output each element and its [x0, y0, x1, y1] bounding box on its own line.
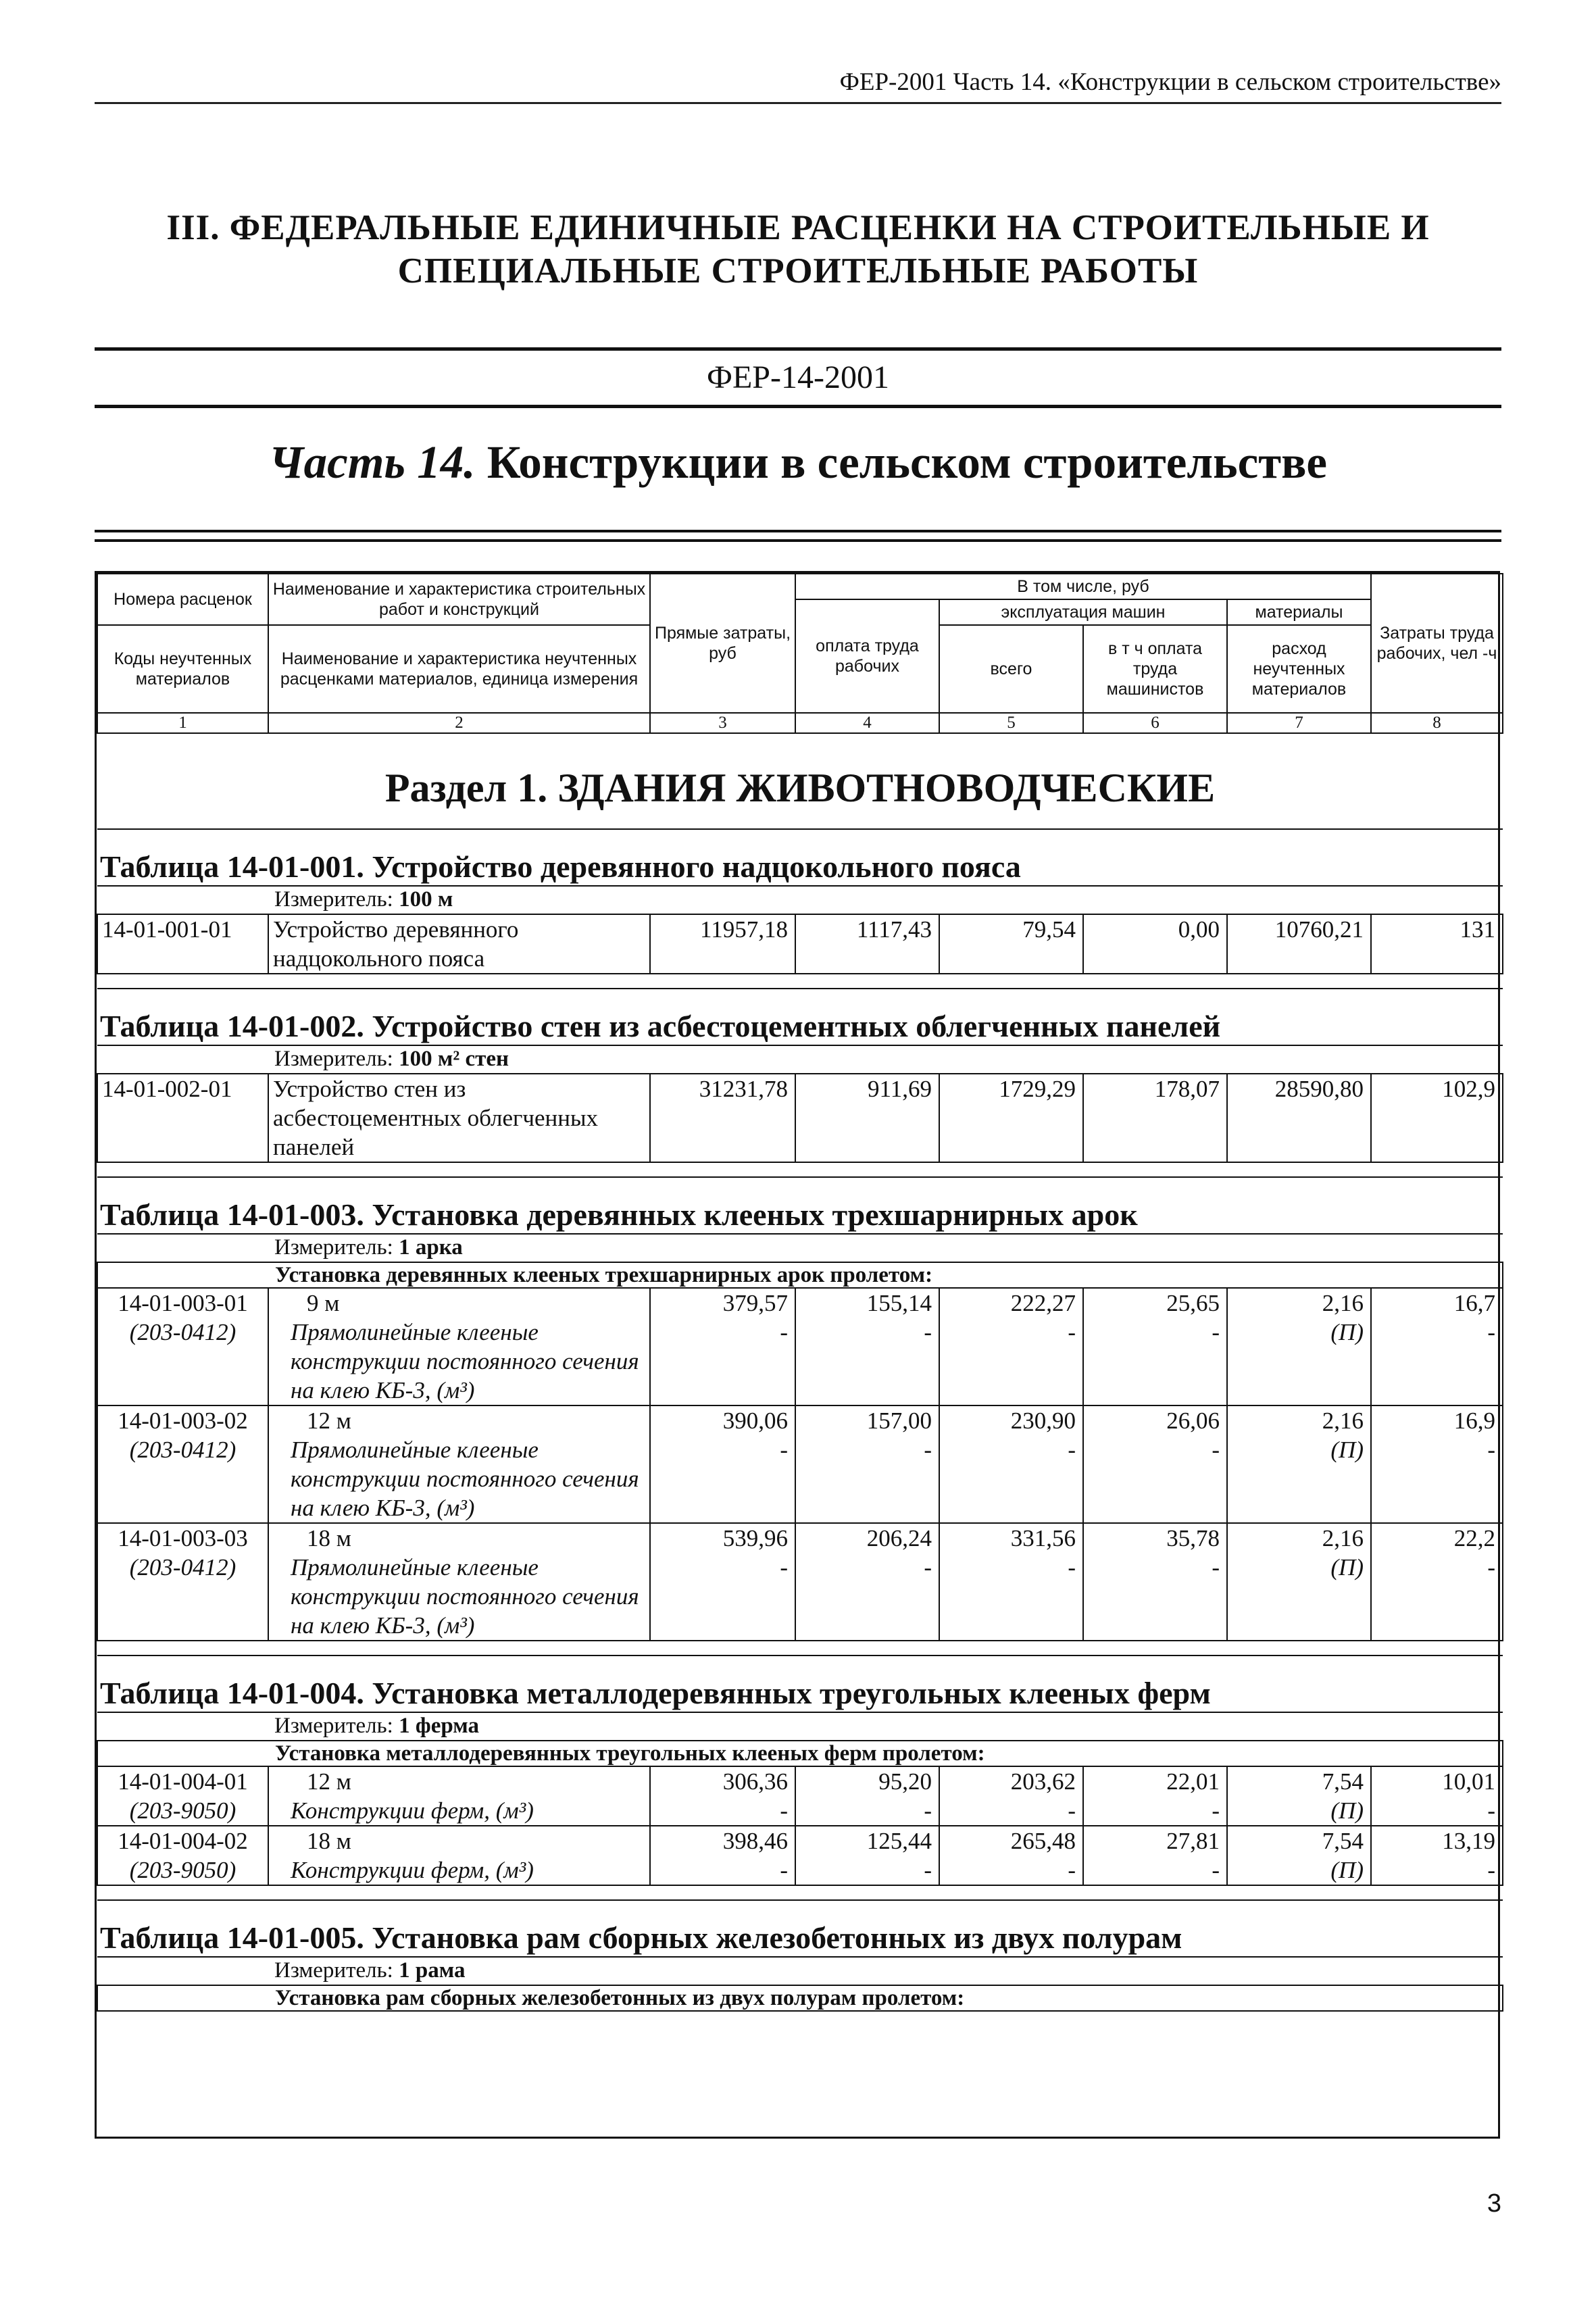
rates-table — [97, 573, 1503, 2012]
direct-costs: 398,46 — [722, 1828, 788, 1854]
machines-total-cell — [939, 1766, 1083, 1826]
col-number-5: 5 — [939, 713, 1083, 733]
rate-code-cell — [97, 1826, 268, 1885]
materials-cell — [1227, 1523, 1371, 1641]
table-row — [97, 914, 1503, 974]
machinists-pay: 35,78 — [1166, 1525, 1220, 1551]
hdr-col1-bottom: Коды неучтенных материалов — [97, 625, 268, 713]
material-name: Конструкции ферм, (м³) — [291, 1857, 534, 1883]
table-measure — [97, 1712, 1503, 1741]
table-subheader: Установка металлодеревянных треугольных клееных ферм пролетом: — [97, 1741, 1503, 1766]
col-number-3: 3 — [650, 713, 795, 733]
rate-code-cell — [97, 1405, 268, 1523]
dash: - — [1212, 1554, 1220, 1580]
machinists-pay-cell — [1083, 1826, 1227, 1885]
section-title — [95, 206, 1501, 293]
hdr-col8: Затраты труда рабочих, чел -ч — [1371, 574, 1503, 713]
dash: - — [1068, 1554, 1076, 1580]
document-code: ФЕР-14-2001 — [95, 347, 1501, 408]
rate-name-cell — [268, 1523, 650, 1641]
labor-pay: 1117,43 — [795, 914, 939, 974]
direct-costs-cell — [650, 1405, 795, 1523]
measure-label: Измеритель: — [274, 1235, 399, 1260]
section-heading: Раздел 1. ЗДАНИЯ ЖИВОТНОВОДЧЕСКИЕ — [384, 765, 1216, 810]
hdr-machines: эксплуатация машин — [939, 599, 1227, 625]
section-title-line1: III. ФЕДЕРАЛЬНЫЕ ЕДИНИЧНЫЕ РАСЦЕНКИ НА СТРОИТЕЛЬНЫЕ И — [166, 208, 1430, 247]
dash: - — [924, 1797, 932, 1824]
dash: - — [1487, 1319, 1495, 1345]
material-unit: (П) — [1330, 1554, 1364, 1580]
direct-costs-cell — [650, 1523, 795, 1641]
dash: - — [780, 1319, 788, 1345]
labor-pay-cell — [795, 1766, 939, 1826]
measure-label: Измеритель: — [274, 1047, 399, 1071]
running-head: ФЕР-2001 Часть 14. «Конструкции в сельском строительстве» — [95, 68, 1501, 104]
direct-costs-cell — [650, 1288, 795, 1405]
rate-name-cell — [268, 1405, 650, 1523]
col-number-8: 8 — [1371, 713, 1503, 733]
dash: - — [780, 1797, 788, 1824]
direct-costs: 539,96 — [722, 1525, 788, 1551]
rate-code-cell — [97, 1523, 268, 1641]
labor-hours-cell — [1371, 1288, 1503, 1405]
rate-code: 14-01-004-01 — [118, 1768, 248, 1795]
hdr-col3: Прямые затраты, руб — [650, 574, 795, 713]
measure-value: 1 ферма — [399, 1714, 479, 1738]
dash: - — [1068, 1857, 1076, 1883]
dash: - — [1487, 1554, 1495, 1580]
labor-hours: 13,19 — [1442, 1828, 1495, 1854]
machines-total-cell — [939, 1405, 1083, 1523]
table-measure — [97, 1957, 1503, 1985]
labor-pay-cell — [795, 1826, 939, 1885]
direct-costs: 31231,78 — [650, 1074, 795, 1162]
rate-code-cell — [97, 1288, 268, 1405]
machines-total: 331,56 — [1010, 1525, 1076, 1551]
material-code: (203-9050) — [129, 1797, 236, 1824]
rate-name: 12 м — [307, 1768, 351, 1795]
table-title: Таблица 14-01-002. Устройство стен из асбестоцементных облегченных панелей — [97, 989, 1503, 1045]
labor-hours: 16,7 — [1453, 1290, 1495, 1316]
dash: - — [1068, 1319, 1076, 1345]
labor-pay-cell — [795, 1523, 939, 1641]
table-row — [97, 1288, 1503, 1405]
hdr-col1-top: Номера расценок — [97, 574, 268, 625]
machines-total: 265,48 — [1010, 1828, 1076, 1854]
part-title-prefix: Часть 14. — [269, 437, 476, 488]
table-measure — [97, 886, 1503, 914]
direct-costs-cell — [650, 1766, 795, 1826]
hdr-col5: всего — [939, 625, 1083, 713]
rate-name-cell — [268, 1826, 650, 1885]
dash: - — [1487, 1797, 1495, 1824]
rate-name-cell — [268, 1766, 650, 1826]
direct-costs: 379,57 — [722, 1290, 788, 1316]
table-row — [97, 1405, 1503, 1523]
table-row — [97, 1826, 1503, 1885]
rate-name: 12 м — [307, 1408, 351, 1434]
labor-hours-cell — [1371, 1826, 1503, 1885]
labor-hours-cell — [1371, 1523, 1503, 1641]
materials: 7,54 — [1322, 1768, 1364, 1795]
rate-name: Устройство стен из асбестоцементных облегченных панелей — [268, 1074, 650, 1162]
machinists-pay-cell — [1083, 1766, 1227, 1826]
measure-value: 1 рама — [399, 1958, 466, 1983]
table-row — [97, 1074, 1503, 1162]
material-name: Конструкции ферм, (м³) — [291, 1797, 534, 1824]
rate-name: 18 м — [307, 1525, 351, 1551]
col-number-6: 6 — [1083, 713, 1227, 733]
col-number-1: 1 — [97, 713, 268, 733]
rate-code-cell — [97, 1766, 268, 1826]
dash: - — [1487, 1857, 1495, 1883]
machines-total: 222,27 — [1010, 1290, 1076, 1316]
table-measure — [97, 1045, 1503, 1074]
dash: - — [780, 1437, 788, 1463]
machinists-pay-cell — [1083, 1288, 1227, 1405]
machinists-pay: 0,00 — [1083, 914, 1227, 974]
rate-name: Устройство деревянного надцокольного пояса — [268, 914, 650, 974]
dash: - — [924, 1554, 932, 1580]
material-unit: (П) — [1330, 1857, 1364, 1883]
labor-pay: 155,14 — [866, 1290, 932, 1316]
machines-total: 79,54 — [939, 914, 1083, 974]
page-number: 3 — [1487, 2189, 1501, 2218]
direct-costs: 390,06 — [722, 1408, 788, 1434]
material-name: Прямолинейные клееные конструкции постоянного сечения на клею КБ-3, (м³) — [291, 1554, 639, 1639]
part-title — [95, 436, 1501, 489]
materials: 2,16 — [1322, 1290, 1364, 1316]
dash: - — [1068, 1437, 1076, 1463]
labor-pay: 911,69 — [795, 1074, 939, 1162]
materials: 10760,21 — [1227, 914, 1371, 974]
labor-pay: 125,44 — [866, 1828, 932, 1854]
material-code: (203-9050) — [129, 1857, 236, 1883]
table-subheader: Установка деревянных клееных трехшарнирных арок пролетом: — [97, 1262, 1503, 1288]
dash: - — [780, 1857, 788, 1883]
machines-total: 1729,29 — [939, 1074, 1083, 1162]
measure-value: 100 м — [399, 887, 453, 912]
dash: - — [1068, 1797, 1076, 1824]
material-code: (203-0412) — [129, 1437, 236, 1463]
col-number-2: 2 — [268, 713, 650, 733]
table-measure — [97, 1234, 1503, 1262]
hdr-col6: в т ч оплата труда машинистов — [1083, 625, 1227, 713]
labor-hours: 131 — [1371, 914, 1503, 974]
measure-label: Измеритель: — [274, 1714, 399, 1738]
machines-total-cell — [939, 1826, 1083, 1885]
machinists-pay-cell — [1083, 1523, 1227, 1641]
material-name: Прямолинейные клееные конструкции постоянного сечения на клею КБ-3, (м³) — [291, 1437, 639, 1521]
rate-code: 14-01-003-02 — [118, 1408, 248, 1434]
dash: - — [1212, 1319, 1220, 1345]
labor-hours: 16,9 — [1453, 1408, 1495, 1434]
rate-code: 14-01-001-01 — [97, 914, 268, 974]
table-subheader: Установка рам сборных железобетонных из двух полурам пролетом: — [97, 1985, 1503, 2011]
labor-hours-cell — [1371, 1766, 1503, 1826]
labor-pay-cell — [795, 1405, 939, 1523]
machinists-pay: 22,01 — [1166, 1768, 1220, 1795]
table-row — [97, 1523, 1503, 1641]
material-unit: (П) — [1330, 1437, 1364, 1463]
labor-pay-cell — [795, 1288, 939, 1405]
labor-hours: 22,2 — [1453, 1525, 1495, 1551]
materials: 7,54 — [1322, 1828, 1364, 1854]
labor-pay: 157,00 — [866, 1408, 932, 1434]
hdr-col2-top: Наименование и характеристика строительных работ и конструкций — [268, 574, 650, 625]
part-title-rest: Конструкции в сельском строительстве — [475, 437, 1327, 488]
measure-value: 1 арка — [399, 1235, 463, 1260]
material-unit: (П) — [1330, 1797, 1364, 1824]
rate-name: 18 м — [307, 1828, 351, 1854]
rate-code: 14-01-003-03 — [118, 1525, 248, 1551]
rate-name: 9 м — [307, 1290, 340, 1316]
dash: - — [924, 1857, 932, 1883]
hdr-col4: оплата труда рабочих — [795, 599, 939, 713]
material-name: Прямолинейные клееные конструкции постоянного сечения на клею КБ-3, (м³) — [291, 1319, 639, 1403]
machines-total-cell — [939, 1288, 1083, 1405]
table-title: Таблица 14-01-001. Устройство деревянного надцокольного пояса — [97, 829, 1503, 886]
hdr-col7: расход неучтенных материалов — [1227, 625, 1371, 713]
materials-cell — [1227, 1826, 1371, 1885]
dash: - — [1212, 1857, 1220, 1883]
rate-code: 14-01-004-02 — [118, 1828, 248, 1854]
dash: - — [1212, 1437, 1220, 1463]
col-number-7: 7 — [1227, 713, 1371, 733]
dash: - — [1487, 1437, 1495, 1463]
material-code: (203-0412) — [129, 1554, 236, 1580]
materials-cell — [1227, 1405, 1371, 1523]
direct-costs-cell — [650, 1826, 795, 1885]
materials-cell — [1227, 1288, 1371, 1405]
hdr-including: В том числе, руб — [795, 574, 1371, 599]
dash: - — [924, 1437, 932, 1463]
machinists-pay: 178,07 — [1083, 1074, 1227, 1162]
labor-pay: 95,20 — [878, 1768, 932, 1795]
materials-cell — [1227, 1766, 1371, 1826]
direct-costs: 306,36 — [722, 1768, 788, 1795]
rate-code: 14-01-002-01 — [97, 1074, 268, 1162]
materials: 28590,80 — [1227, 1074, 1371, 1162]
machines-total: 203,62 — [1010, 1768, 1076, 1795]
labor-hours-cell — [1371, 1405, 1503, 1523]
machinists-pay: 27,81 — [1166, 1828, 1220, 1854]
table-title: Таблица 14-01-005. Установка рам сборных железобетонных из двух полурам — [97, 1900, 1503, 1957]
machines-total: 230,90 — [1010, 1408, 1076, 1434]
measure-label: Измеритель: — [274, 887, 399, 912]
labor-hours: 10,01 — [1442, 1768, 1495, 1795]
machines-total-cell — [939, 1523, 1083, 1641]
materials: 2,16 — [1322, 1408, 1364, 1434]
table-title: Таблица 14-01-003. Установка деревянных клееных трехшарнирных арок — [97, 1177, 1503, 1234]
rate-code: 14-01-003-01 — [118, 1290, 248, 1316]
machinists-pay: 25,65 — [1166, 1290, 1220, 1316]
material-code: (203-0412) — [129, 1319, 236, 1345]
measure-label: Измеритель: — [274, 1958, 399, 1983]
machinists-pay: 26,06 — [1166, 1408, 1220, 1434]
section-title-line2: СПЕЦИАЛЬНЫЕ СТРОИТЕЛЬНЫЕ РАБОТЫ — [397, 251, 1199, 291]
double-rule — [95, 530, 1501, 542]
direct-costs: 11957,18 — [650, 914, 795, 974]
dash: - — [780, 1554, 788, 1580]
machinists-pay-cell — [1083, 1405, 1227, 1523]
materials: 2,16 — [1322, 1525, 1364, 1551]
dash: - — [1212, 1797, 1220, 1824]
table-row — [97, 1766, 1503, 1826]
measure-value: 100 м² стен — [399, 1047, 509, 1071]
col-number-4: 4 — [795, 713, 939, 733]
rate-name-cell — [268, 1288, 650, 1405]
table-title: Таблица 14-01-004. Установка металлодеревянных треугольных клееных ферм — [97, 1656, 1503, 1712]
hdr-materials: материалы — [1227, 599, 1371, 625]
labor-hours: 102,9 — [1371, 1074, 1503, 1162]
material-unit: (П) — [1330, 1319, 1364, 1345]
rates-table-frame — [95, 571, 1500, 2139]
hdr-col2-bottom: Наименование и характеристика неучтенных расценками материалов, единица измерения — [268, 625, 650, 713]
labor-pay: 206,24 — [866, 1525, 932, 1551]
dash: - — [924, 1319, 932, 1345]
